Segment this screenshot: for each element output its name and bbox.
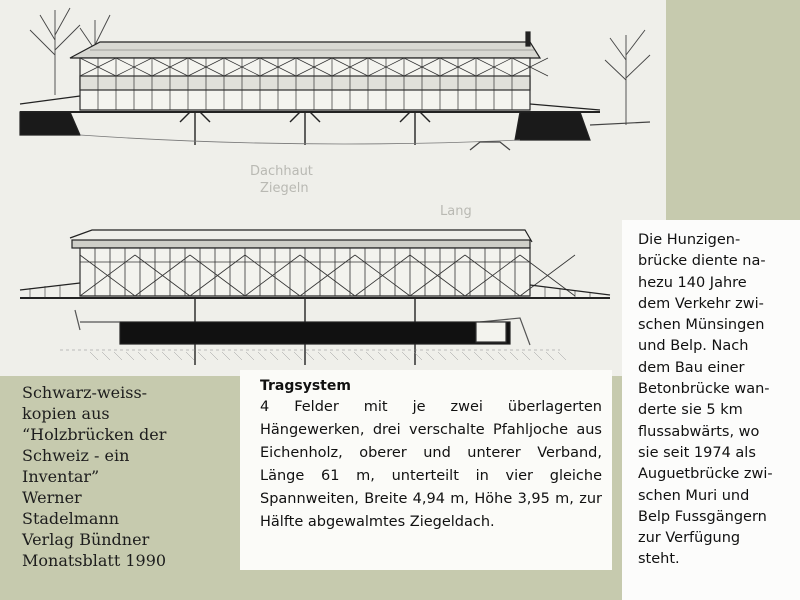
credit-caption-line: Verlag Bündner [22, 530, 150, 549]
faint-label-3: Ziegeln [260, 181, 309, 196]
history-note-line: dem Verkehr zwi- [638, 295, 764, 312]
history-note-line: zur Verfügung [638, 530, 741, 547]
tragsystem-body: 4 Felder mit je zwei überlagerten Hängewerken, drei verschalte Pfahljoche aus Eichenholz, oberer und unterer Verband, Länge 61 m, unterteilt in vier gleiche Spannweiten, Breite 4,94 m, Höhe 3,95 m, zur Hälfte abgewalmtes Ziegeldach. [260, 399, 602, 530]
tragsystem-panel [240, 370, 612, 570]
history-note-line: brücke diente na- [638, 253, 766, 270]
credit-caption-line: kopien aus [22, 404, 110, 423]
history-note-line: schen Münsingen [638, 317, 765, 334]
history-note-line: Betonbrücke wan- [638, 381, 770, 398]
history-note [622, 220, 800, 600]
credit-caption-line: Stadelmann [22, 509, 120, 528]
history-note-line: derte sie 5 km [638, 402, 743, 419]
history-note-line: und Belp. Nach [638, 338, 749, 355]
faint-label-1: Lang [440, 204, 472, 219]
credit-caption-line: Monatsblatt 1990 [22, 551, 167, 570]
faint-label-2: Dachhaut [250, 164, 313, 179]
credit-caption-line: Schweiz - ein [22, 446, 130, 465]
credit-caption [22, 382, 212, 571]
history-note-line: sie seit 1974 als [638, 444, 756, 461]
history-note-line: hezu 140 Jahre [638, 274, 747, 291]
history-note-line: Auguetbrücke zwi- [638, 466, 773, 483]
credit-caption-line: “Holzbrücken der [22, 425, 167, 444]
history-note-line: steht. [638, 551, 680, 568]
history-note-line: Die Hunzigen- [638, 232, 741, 248]
credit-caption-line: Werner [22, 488, 82, 507]
credit-caption-line: Schwarz-weiss- [22, 383, 148, 402]
history-note-line: dem Bau einer [638, 359, 745, 376]
credit-caption-line: Inventar” [22, 467, 100, 486]
history-note-line: flussabwärts, wo [638, 423, 760, 440]
history-note-line: schen Muri und [638, 487, 750, 504]
history-note-line: Belp Fussgängern [638, 508, 767, 525]
tragsystem-title: Tragsystem [260, 378, 351, 394]
